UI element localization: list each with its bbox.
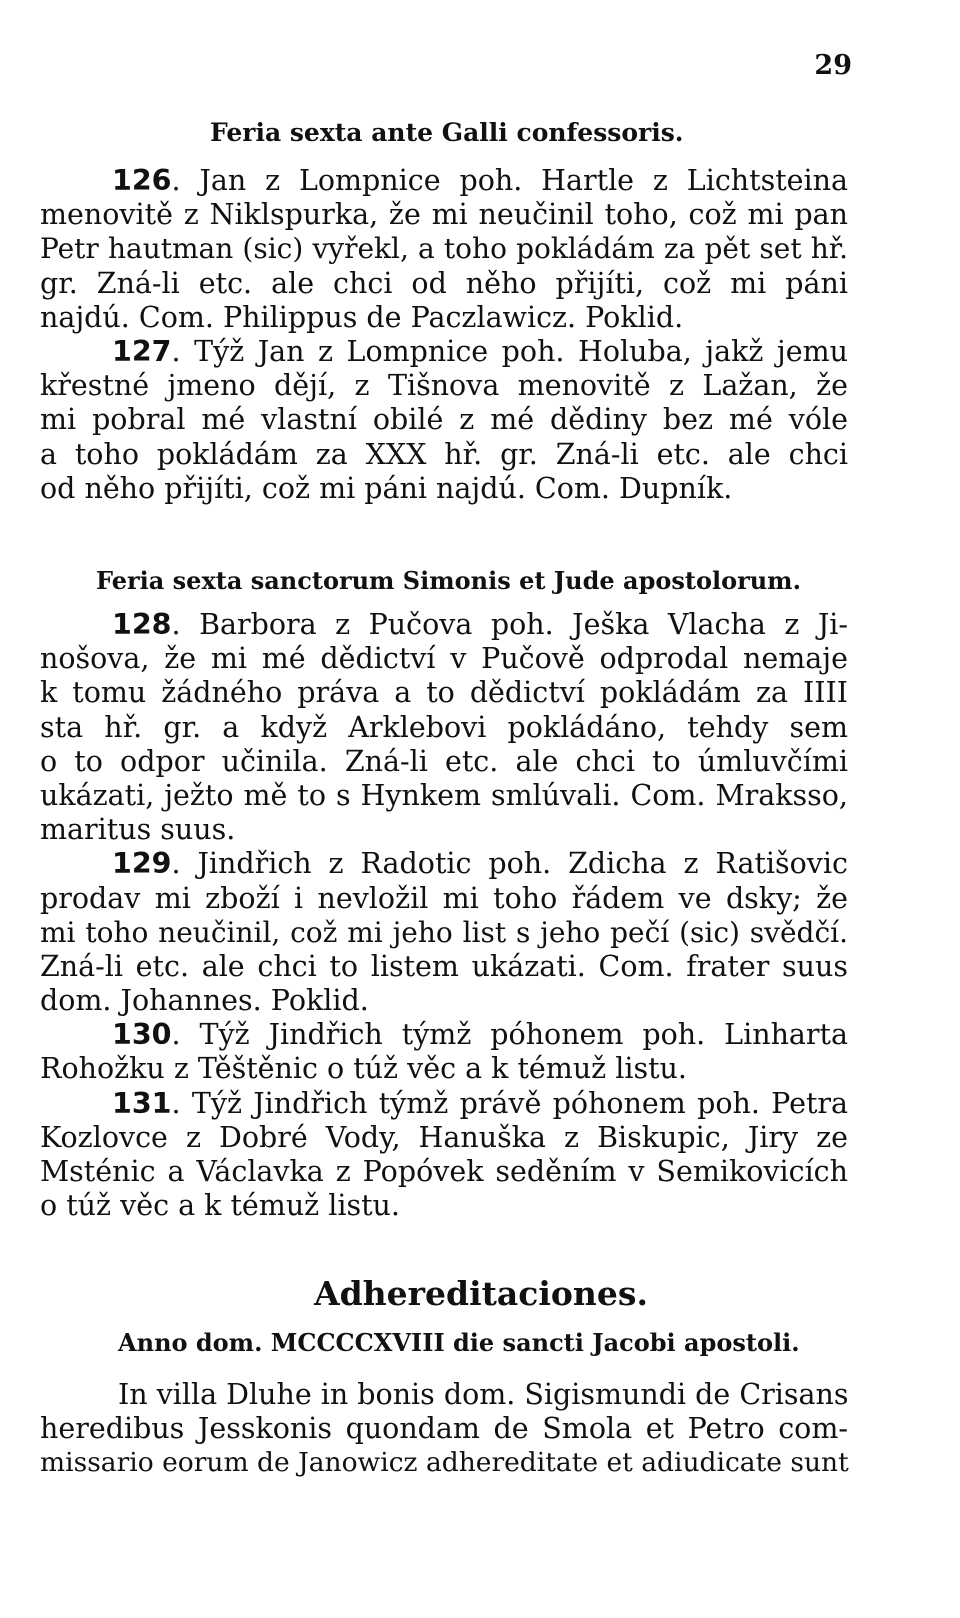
entries-block-2: [40, 608, 848, 1223]
entry-128-line-7: maritus suus.: [40, 813, 236, 847]
heading-galli: Feria sexta ante Galli confessoris.: [210, 118, 684, 147]
entry-128-line-5: o to odpor učinila. Zná-li etc. ale chci to úmluvčími: [40, 744, 848, 778]
final-line-1: In villa Dluhe in bonis dom. Sigismundi de Crisans: [118, 1378, 849, 1411]
entry-126-line-4: gr. Zná-li etc. ale chci od něho přijíti, což mi páni: [40, 266, 848, 300]
entries-block-1: [40, 164, 848, 506]
entry-129-line-3: mi toho neučinil, což mi jeho list s jeho pečí (sic) svědčí.: [40, 915, 848, 949]
entry-127-line-3: mi pobral mé vlastní obilé z mé dědiny bez mé vóle: [40, 403, 848, 437]
entry-number: 128: [112, 608, 172, 641]
entry-number: 131: [112, 1086, 172, 1120]
section-title: Adhereditaciones.: [314, 1274, 648, 1313]
entry-129-line-2: prodav mi zboží i nevložil mi toho řádem ve dsky; že: [40, 881, 848, 915]
entry-number: 126: [112, 164, 172, 197]
heading-simonis-jude: Feria sexta sanctorum Simonis et Jude apostolorum.: [96, 566, 801, 595]
entry-number: 130: [112, 1018, 172, 1052]
entry-127-line-2: křestné jmeno dějí, z Tišnova menovitě z Lažan, že: [40, 369, 848, 403]
entry-128-line-4: sta hř. gr. a když Arklebovi pokládáno, tehdy sem: [40, 710, 848, 744]
entry-129-line-4: Zná-li etc. ale chci to listem ukázati. Com. frater suus: [40, 949, 848, 983]
final-line-2: heredibus Jesskonis quondam de Smola et Petro com-: [40, 1412, 848, 1446]
entry-number: 127: [112, 334, 172, 368]
entry-127-line-4: a toho pokládám za XXX hř. gr. Zná-li etc. ale chci: [40, 437, 848, 471]
entry-131-line-1: 131. Týž Jindřich týmž právě póhonem poh. Petra: [112, 1086, 849, 1120]
entry-127-line-5: od něho přijíti, což mi páni najdú. Com. Dupník.: [40, 471, 733, 505]
entry-128-line-3: k tomu žádného práva a to dědictví pokládám za IIII: [40, 676, 848, 710]
entry-126-line-5: najdú. Com. Philippus de Paczlawicz. Poklid.: [40, 300, 684, 334]
entry-127-line-1: 127. Týž Jan z Lompnice poh. Holuba, jakž jemu: [112, 334, 848, 368]
final-line-3: missario eorum de Janowicz adhereditate et adiudicate sunt: [40, 1447, 849, 1479]
entry-131-line-2: Kozlovce z Dobré Vody, Hanuška z Biskupic, Jiry ze: [40, 1120, 848, 1154]
entry-126-line-2: menovitě z Niklspurka, že mi neučinil toho, což mi pan: [40, 198, 848, 232]
entry-128-line-2: nošova, že mi mé dědictví v Pučově odprodal nemaje: [40, 642, 848, 676]
entry-131-line-3: Msténic a Václavka z Popóvek seděním v Semikovicích: [40, 1155, 848, 1188]
entry-126-line-1: 126. Jan z Lompnice poh. Hartle z Lichtsteina: [112, 164, 849, 197]
entry-130-line-2: Rohožku z Těštěnic o túž věc a k témuž listu.: [40, 1052, 687, 1086]
page-number: 29: [814, 50, 852, 81]
entry-126-line-3: Petr hautman (sic) vyřekl, a toho pokládám za pět set hř.: [40, 232, 848, 266]
entry-number: 129: [112, 847, 172, 881]
entry-128-line-1: 128. Barbora z Pučova poh. Ješka Vlacha z Ji-: [112, 608, 848, 641]
entry-131-line-4: o túž věc a k témuž listu.: [40, 1189, 400, 1223]
final-paragraph: [40, 1378, 848, 1481]
entry-128-line-6: ukázati, ježto mě to s Hynkem smlúvali. Com. Mraksso,: [40, 778, 848, 812]
heading-anno: Anno dom. MCCCCXVIII die sancti Jacobi apostoli.: [118, 1328, 800, 1357]
entry-129-line-5: dom. Johannes. Poklid.: [40, 984, 369, 1018]
entry-129-line-1: 129. Jindřich z Radotic poh. Zdicha z Ratišovic: [112, 847, 848, 881]
entry-130-line-1: 130. Týž Jindřich týmž póhonem poh. Linharta: [112, 1018, 848, 1052]
